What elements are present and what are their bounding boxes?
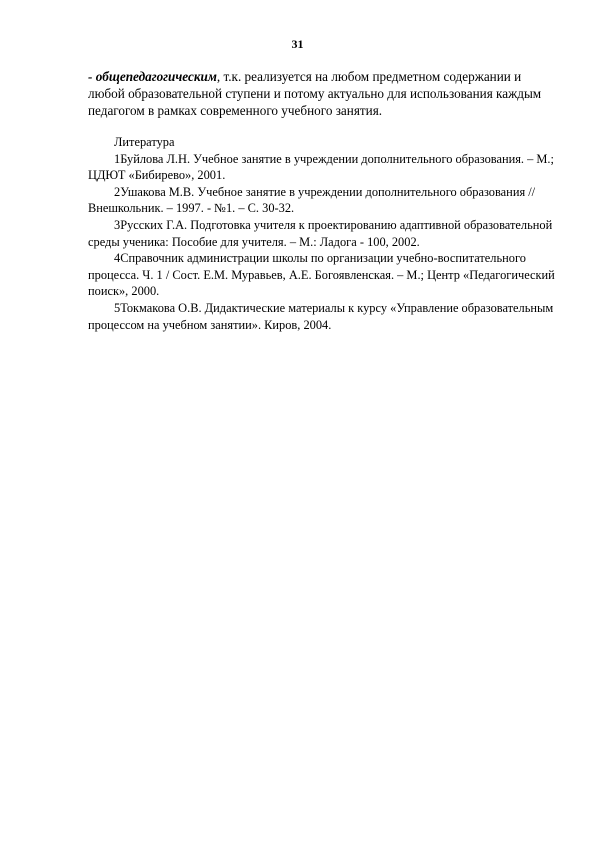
reference-item-1: 1Буйлова Л.Н. Учебное занятие в учреждении дополнительного образования. – М.; ЦДЮТ «Бибирево», 2001. (88, 151, 554, 183)
page-number: 31 (291, 37, 304, 51)
intro-lead-prefix: - (88, 69, 96, 84)
intro-lead-term: общепедагогическим (95, 69, 217, 84)
reference-item-3: 3Русских Г.А. Подготовка учителя к проектированию адаптивной образовательной среды ученика: Пособие для учителя. – М.: Ладога - 100, 2002. (88, 217, 553, 249)
references-section (88, 134, 558, 333)
reference-item-4: 4Справочник администрации школы по организации учебно-воспитательного процесса. Ч. 1 / Сост. Е.М. Муравьев, А.Е. Богоявленская. – М.; Центр «Педагогический поиск», 2000. (88, 251, 555, 299)
references-heading: Литература (114, 135, 175, 149)
reference-item-2: 2Ушакова М.В. Учебное занятие в учреждении дополнительного образования //Внешкольник. – 1997. - №1. – С. 30-32. (88, 184, 536, 216)
reference-item-5: 5Токмакова О.В. Дидактические материалы к курсу «Управление образовательным процессом на учебном занятии». Киров, 2004. (88, 300, 554, 332)
intro-paragraph (88, 68, 558, 119)
intro-text: , т.к. реализуется на любом предметном содержании и любой образовательной ступени и потому актуально для использования каждым педагогом в рамках современного учебного занятия. (88, 69, 542, 118)
